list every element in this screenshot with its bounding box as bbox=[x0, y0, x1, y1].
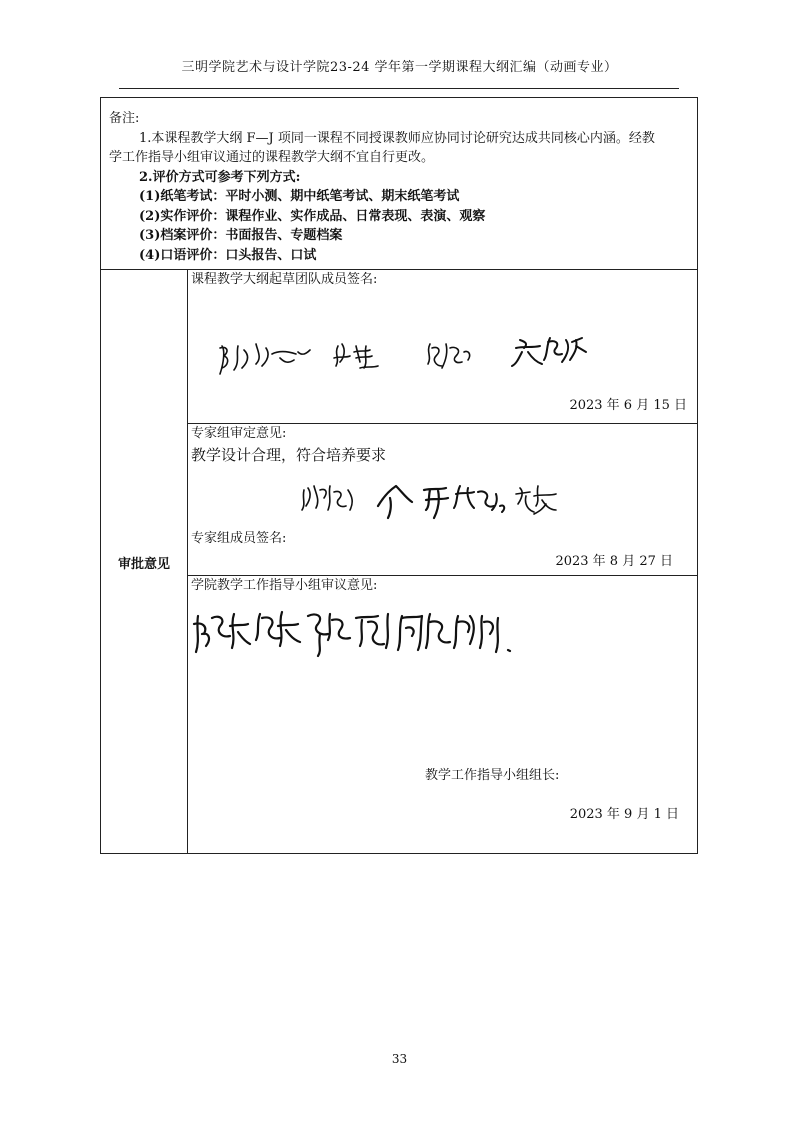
approval-form-table bbox=[100, 97, 698, 854]
college-handwritten-opinion bbox=[190, 604, 530, 664]
evaluation-item: (2)实作评价：课程作业、实作成品、日常表现、表演、观察 bbox=[139, 208, 486, 224]
remarks-note-1-line-2: 学工作指导小组审议通过的课程教学大纲不宜自行更改。 bbox=[109, 150, 435, 165]
approval-label-column bbox=[101, 270, 188, 853]
expert-signatures bbox=[298, 476, 578, 522]
drafting-team-date: 2023 年 6 月 15 日 bbox=[569, 398, 687, 413]
remarks-heading: 备注: bbox=[109, 111, 140, 126]
expert-review-opinion: 教学设计合理，符合培养要求 bbox=[191, 446, 387, 464]
expert-members-label: 专家组成员签名: bbox=[191, 531, 287, 546]
handwritten-signatures-image bbox=[298, 476, 578, 522]
evaluation-item: (4)口语评价：口头报告、口试 bbox=[139, 247, 317, 263]
page-number: 33 bbox=[391, 1052, 408, 1066]
remarks-note-1-line-1: 1.本课程教学大纲 F—J 项同一课程不同授课教师应协同讨论研究达成共同核心内涵。经教 bbox=[139, 130, 655, 146]
approval-label: 审批意见 bbox=[117, 557, 170, 572]
expert-review-heading: 专家组审定意见: bbox=[191, 426, 287, 441]
expert-review-cell bbox=[188, 424, 697, 576]
drafting-team-cell bbox=[188, 270, 697, 424]
expert-review-date: 2023 年 8 月 27 日 bbox=[555, 554, 673, 569]
document-header-title: 三明学院艺术与设计学院23-24 学年第一学期课程大纲汇编（动画专业） bbox=[181, 60, 618, 75]
handwritten-signatures-image bbox=[210, 332, 650, 382]
college-review-cell bbox=[188, 576, 697, 853]
remarks-section bbox=[101, 98, 697, 270]
header-divider bbox=[119, 88, 679, 89]
handwritten-opinion-image bbox=[190, 604, 530, 664]
remarks-note-2: 2.评价方式可参考下列方式: bbox=[139, 169, 301, 185]
evaluation-item: (1)纸笔考试：平时小测、期中纸笔考试、期末纸笔考试 bbox=[139, 189, 460, 204]
evaluation-item: (3)档案评价：书面报告、专题档案 bbox=[139, 228, 343, 243]
college-review-date: 2023 年 9 月 1 日 bbox=[569, 807, 679, 822]
guidance-group-leader-label: 教学工作指导小组组长: bbox=[425, 768, 560, 783]
college-review-heading: 学院教学工作指导小组审议意见: bbox=[191, 578, 378, 593]
drafting-team-signatures bbox=[210, 332, 650, 382]
drafting-team-heading: 课程教学大纲起草团队成员签名: bbox=[191, 272, 378, 287]
